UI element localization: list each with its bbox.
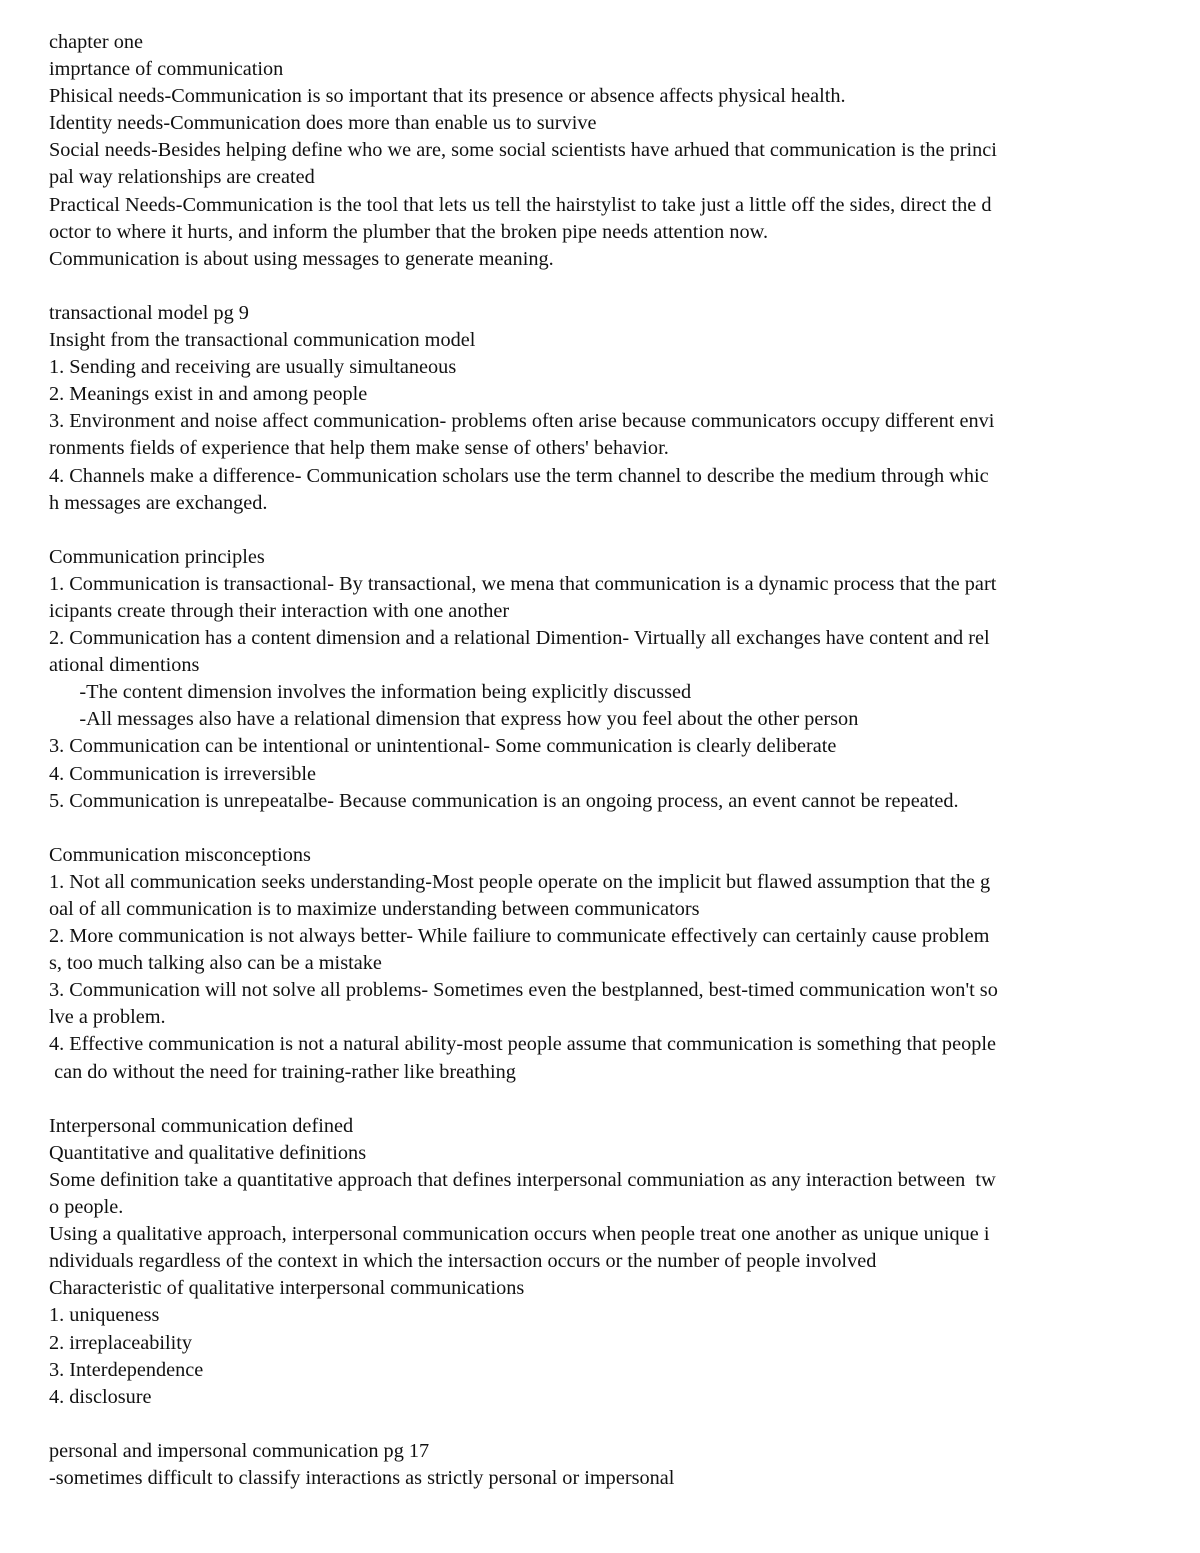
list-item: 1. uniqueness xyxy=(49,1304,160,1327)
list-item: 3. Environment and noise affect communication- problems often arise because communicators occupy different envi xyxy=(49,410,995,433)
text-line: ronments fields of experience that help them make sense of others' behavior. xyxy=(49,437,669,460)
list-item: 2. irreplaceability xyxy=(49,1331,193,1354)
list-item: 1. Communication is transactional- By transactional, we mena that communication is a dynamic process that the part xyxy=(49,572,997,595)
list-item: 5. Communication is unrepeatalbe- Because communication is an ongoing process, an event cannot be repeated. xyxy=(49,789,959,812)
text-line: Some definition take a quantitative approach that defines interpersonal communiation as any interaction between tw xyxy=(49,1168,996,1191)
text-line: imprtance of communication xyxy=(49,58,284,81)
list-item: 3. Communication will not solve all problems- Sometimes even the bestplanned, best-timed communication won't so xyxy=(49,979,998,1002)
list-item: 4. Channels make a difference- Communication scholars use the term channel to describe the medium through whic xyxy=(49,464,989,487)
text-line: -sometimes difficult to classify interactions as strictly personal or impersonal xyxy=(49,1466,675,1489)
text-line: h messages are exchanged. xyxy=(49,491,268,514)
sub-item: -The content dimension involves the information being explicitly discussed xyxy=(49,681,692,704)
blank-line xyxy=(49,517,1159,544)
list-item: 4. Communication is irreversible xyxy=(49,762,316,785)
blank-line xyxy=(49,815,1159,842)
text-line: lve a problem. xyxy=(49,1006,166,1029)
text-line: ndividuals regardless of the context in which the intersaction occurs or the number of people involved xyxy=(49,1250,877,1273)
text-line: can do without the need for training-rather like breathing xyxy=(49,1060,516,1083)
text-line: Communication is about using messages to generate meaning. xyxy=(49,247,554,270)
section-heading: Interpersonal communication defined xyxy=(49,1114,354,1137)
blank-line xyxy=(49,1411,1159,1438)
section-heading: transactional model pg 9 xyxy=(49,301,249,324)
section-heading: Communication misconceptions xyxy=(49,843,311,866)
list-item: 1. Sending and receiving are usually simultaneous xyxy=(49,356,457,379)
sub-item: -All messages also have a relational dimension that express how you feel about the other person xyxy=(49,708,859,731)
text-line: Identity needs-Communication does more than enable us to survive xyxy=(49,112,597,135)
text-line: Insight from the transactional communication model xyxy=(49,329,476,352)
text-line: oal of all communication is to maximize understanding between communicators xyxy=(49,898,700,920)
section-heading: Communication principles xyxy=(49,545,265,568)
list-item: 3. Interdependence xyxy=(49,1358,204,1381)
text-line: Practical Needs-Communication is the tool that lets us tell the hairstylist to take just a little off the sides, direct the d xyxy=(49,193,992,216)
text-line: pal way relationships are created xyxy=(49,166,315,189)
list-item: 2. Meanings exist in and among people xyxy=(49,383,368,406)
blank-line xyxy=(49,1086,1159,1113)
text-line: Using a qualitative approach, interpersonal communication occurs when people treat one another as unique unique i xyxy=(49,1223,990,1246)
text-line: ational dimentions xyxy=(49,654,200,677)
list-item: 4. Effective communication is not a natural ability-most people assume that communication is something that people xyxy=(49,1033,996,1056)
blank-line xyxy=(49,273,1159,300)
list-item: 2. Communication has a content dimension and a relational Dimention- Virtually all exchanges have content and rel xyxy=(49,627,990,650)
text-line: Social needs-Besides helping define who we are, some social scientists have arhued that communication is the princi xyxy=(49,139,997,162)
text-line: o people. xyxy=(49,1196,124,1219)
section-heading: personal and impersonal communication pg 17 xyxy=(49,1439,430,1462)
text-line: s, too much talking also can be a mistake xyxy=(49,952,382,975)
document-page xyxy=(49,29,1159,1492)
text-line: Phisical needs-Communication is so important that its presence or absence affects physical health. xyxy=(49,85,846,108)
text-line: Quantitative and qualitative definitions xyxy=(49,1141,367,1164)
list-item: 3. Communication can be intentional or unintentional- Some communication is clearly deliberate xyxy=(49,735,837,758)
text-line: octor to where it hurts, and inform the plumber that the broken pipe needs attention now. xyxy=(49,220,769,243)
text-line: Characteristic of qualitative interpersonal communications xyxy=(49,1277,525,1300)
text-line: icipants create through their interaction with one another xyxy=(49,599,510,622)
list-item: 1. Not all communication seeks understanding-Most people operate on the implicit but flawed assumption that the g xyxy=(49,870,991,893)
list-item: 4. disclosure xyxy=(49,1385,152,1408)
text-line: chapter one xyxy=(49,31,144,53)
list-item: 2. More communication is not always better- While failiure to communicate effectively can certainly cause problem xyxy=(49,925,990,948)
